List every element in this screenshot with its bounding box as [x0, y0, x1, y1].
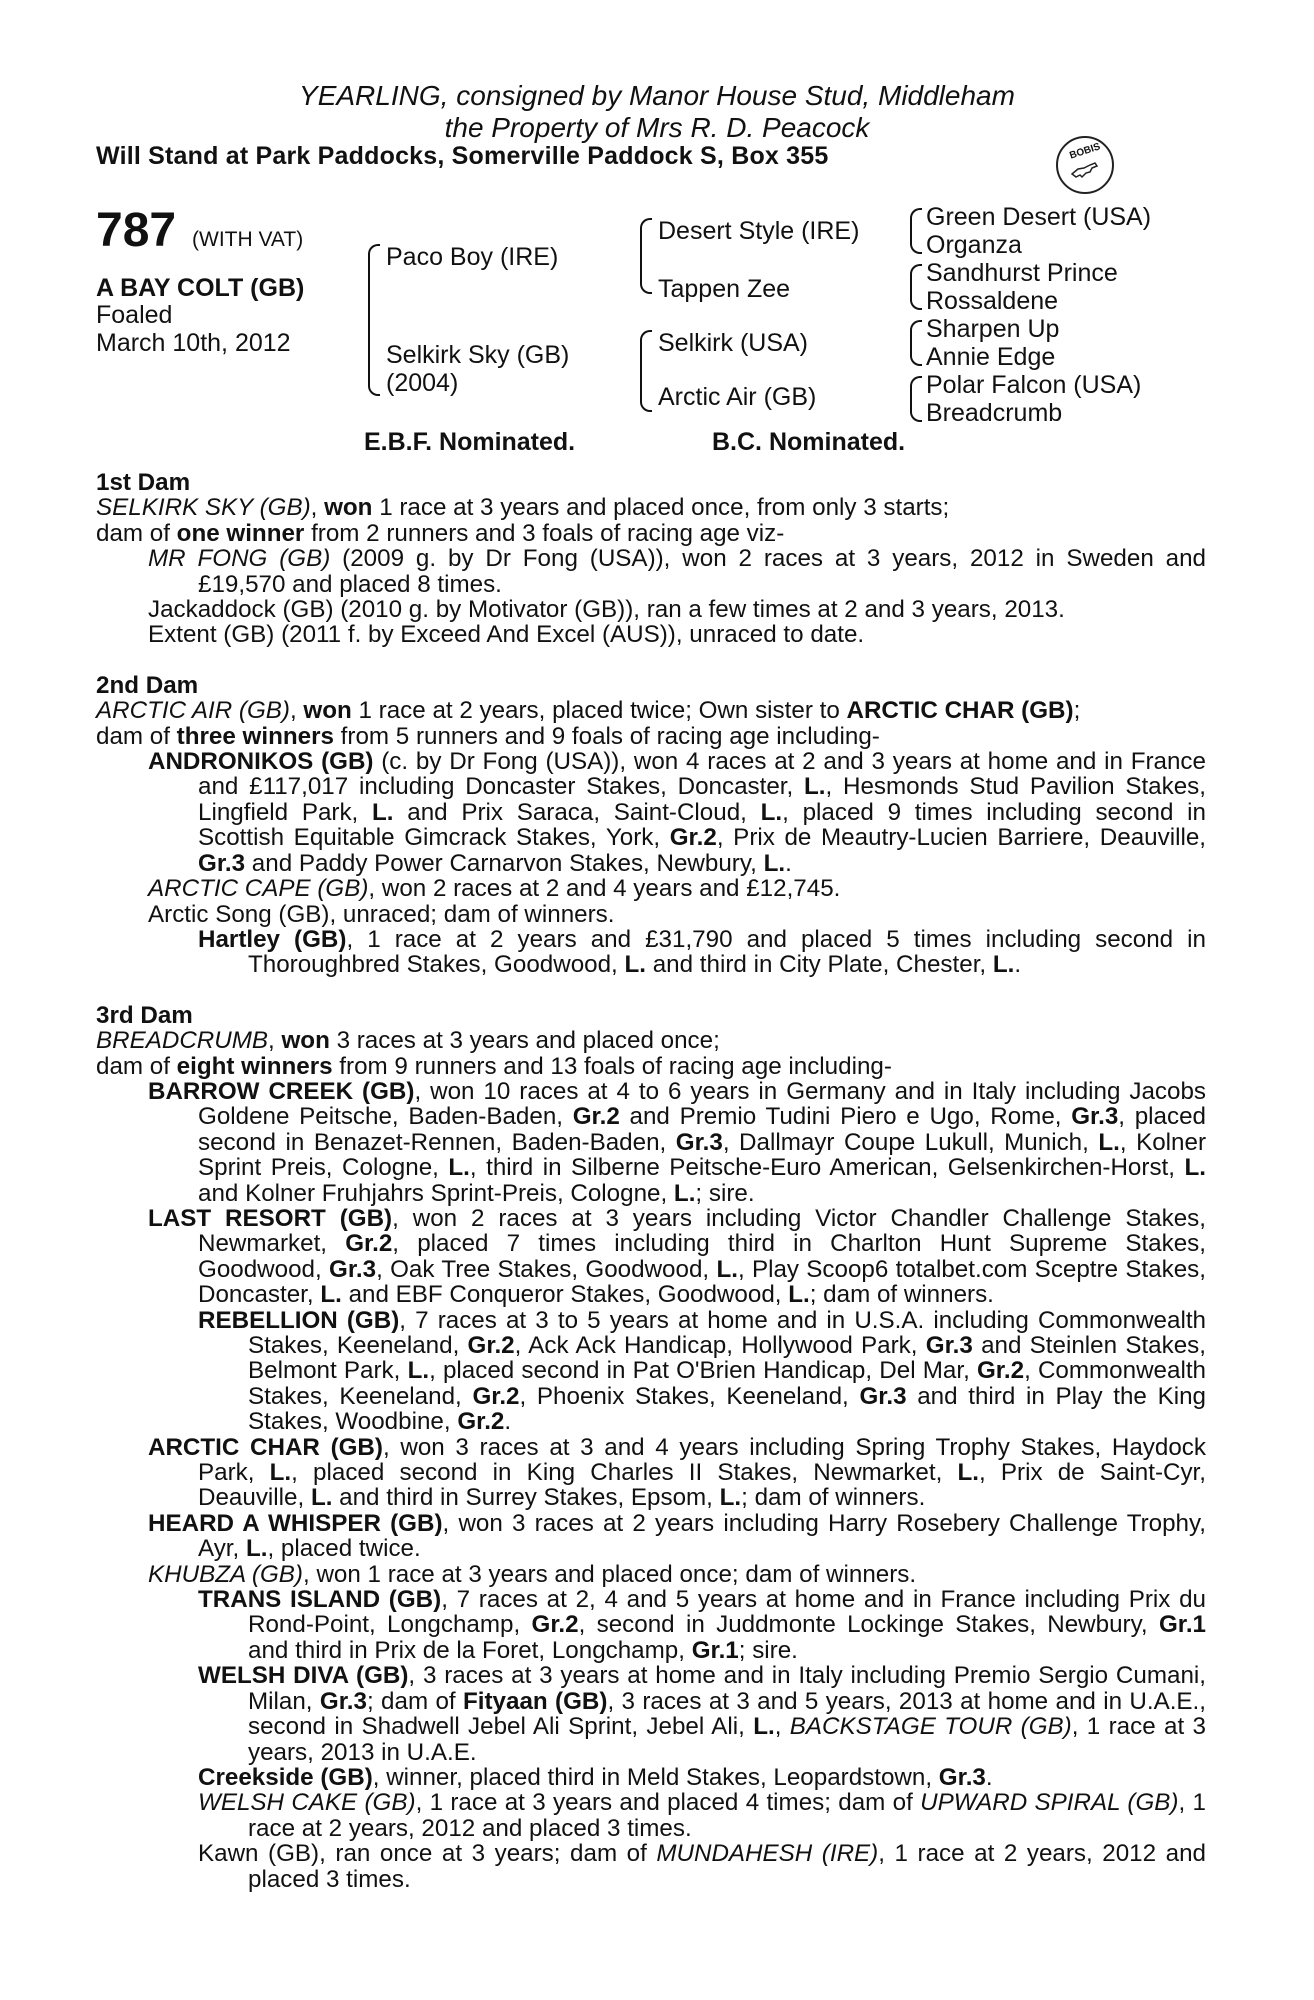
- third-dam-record: BREADCRUMB, won 3 races at 3 years and placed once;: [96, 1027, 720, 1055]
- foaled-date: March 10th, 2012: [96, 329, 291, 357]
- foaled-label: Foaled: [96, 301, 173, 329]
- ebf-nominated: E.B.F. Nominated.: [364, 428, 576, 456]
- pedigree-sire-dam: Tappen Zee: [658, 275, 791, 303]
- offspring-arctic-song: Arctic Song (GB), unraced; dam of winners.: [148, 900, 615, 928]
- vat-note: (WITH VAT): [192, 228, 304, 251]
- first-dam-title: 1st Dam: [96, 469, 191, 496]
- pedigree-ssd: Organza: [926, 231, 1022, 259]
- pedigree-dam-sire: Selkirk (USA): [658, 329, 809, 357]
- first-dam-produce-summary: dam of one winner from 2 runners and 3 foals of racing age viz-: [96, 519, 785, 547]
- dam-records: [96, 470, 1206, 1892]
- grand-offspring-trans-island: TRANS ISLAND (GB), 7 races at 2, 4 and 5 years at home and in France including Prix du Rond-Point, Longchamp, Gr.2, second in Juddmonte Lockinge Stakes, Newbury, Gr.1 and third in Prix de la Foret, Longchamp, Gr.1; sire.: [198, 1586, 1207, 1664]
- offspring-jackaddock: Jackaddock (GB) (2010 g. by Motivator (GB)), ran a few times at 2 and 3 years, 2013.: [148, 596, 1065, 624]
- pedigree-dss: Sharpen Up: [926, 315, 1060, 343]
- second-dam-produce-summary: dam of three winners from 5 runners and 9 foals of racing age including-: [96, 722, 880, 750]
- offspring-andronikos: ANDRONIKOS (GB) (c. by Dr Fong (USA)), won 4 races at 2 and 3 years at home and in France and £117,017 including Doncaster Stakes, Doncaster, L., Hesmonds Stud Pavilion Stakes, Lingfield Park, L. and Prix Saraca, Saint-Cloud, L., placed 9 times including second in Scottish Equitable Gimcrack Stakes, York, Gr.2, Prix de Meautry-Lucien Barriere, Deauville, Gr.3 and Paddy Power Carnarvon Stakes, Newbury, L..: [148, 748, 1207, 877]
- lot-number: 787: [96, 204, 177, 257]
- pedigree-brace-ds: [910, 320, 922, 366]
- pedigree-sire-sire: Desert Style (IRE): [658, 217, 860, 245]
- offspring-barrow-creek: BARROW CREEK (GB), won 10 races at 4 to 6 years in Germany and in Italy including Jacobs Goldene Peitsche, Baden-Baden, Gr.2 and Premio Tudini Piero e Ugo, Rome, Gr.3, placed second in Benazet-Rennen, Baden-Baden, Gr.3, Dallmayr Coupe Lukull, Munich, L., Kolner Sprint Preis, Cologne, L., third in Silberne Peitsche-Euro American, Gelsenkirchen-Horst, L. and Kolner Fruhjahrs Sprint-Preis, Cologne, L.; sire.: [148, 1077, 1207, 1207]
- pedigree-dam: Selkirk Sky (GB): [386, 341, 570, 369]
- offspring-heard-a-whisper: HEARD A WHISPER (GB), won 3 races at 2 years including Harry Rosebery Challenge Trophy, Ayr, L., placed twice.: [148, 1509, 1207, 1563]
- pedigree-brace-sire-line: [640, 218, 652, 294]
- grand-offspring-welsh-cake: WELSH CAKE (GB), 1 race at 3 years and placed 4 times; dam of UPWARD SPIRAL (GB), 1 race at 2 years, 2012 and placed 3 times.: [198, 1789, 1206, 1842]
- grand-offspring-welsh-diva: WELSH DIVA (GB), 3 races at 3 years at home and in Italy including Premio Sergio Cumani, Milan, Gr.3; dam of Fityaan (GB), 3 races at 3 and 5 years, 2013 at home and in U.A.E., second in Shadwell Jebel Ali Sprint, Jebel Ali, L., BACKSTAGE TOUR (GB), 1 race at 3 years, 2013 in U.A.E.: [198, 1662, 1206, 1766]
- pedigree-sire: Paco Boy (IRE): [386, 243, 559, 271]
- bc-nominated: B.C. Nominated.: [712, 428, 906, 456]
- offspring-extent: Extent (GB) (2011 f. by Exceed And Excel (AUS)), unraced to date.: [148, 621, 865, 649]
- pedigree-dds: Polar Falcon (USA): [926, 371, 1142, 399]
- grand-offspring-rebellion: REBELLION (GB), 7 races at 3 to 5 years at home and in U.S.A. including Commonwealth Stakes, Keeneland, Gr.2, Ack Ack Handicap, Hollywood Park, Gr.3 and Steinlen Stakes, Belmont Park, L., placed second in Pat O'Brien Handicap, Del Mar, Gr.2, Commonwealth Stakes, Keeneland, Gr.2, Phoenix Stakes, Keeneland, Gr.3 and third in Play the King Stakes, Woodbine, Gr.2.: [198, 1306, 1207, 1436]
- pedigree-dam-year: (2004): [386, 369, 459, 397]
- first-dam-record: SELKIRK SKY (GB), won 1 race at 3 years and placed once, from only 3 starts;: [96, 494, 950, 522]
- offspring-last-resort: LAST RESORT (GB), won 2 races at 3 years including Victor Chandler Challenge Stakes, Newmarket, Gr.2, placed 7 times including third in Charlton Hunt Supreme Stakes, Goodwood, Gr.3, Oak Tree Stakes, Goodwood, L., Play Scoop6 totalbet.com Sceptre Stakes, Doncaster, L. and EBF Conqueror Stakes, Goodwood, L.; dam of winners.: [148, 1204, 1206, 1309]
- pedigree-brace-ss: [910, 208, 922, 254]
- offspring-arctic-char: ARCTIC CHAR (GB), won 3 races at 3 and 4 years including Spring Trophy Stakes, Haydock Park, L., placed second in King Charles II Stakes, Newmarket, L., Prix de Saint-Cyr, Deauville, L. and third in Surrey Stakes, Epsom, L.; dam of winners.: [148, 1433, 1206, 1512]
- second-dam-title: 2nd Dam: [96, 671, 199, 699]
- pedigree-ddd: Breadcrumb: [926, 399, 1063, 427]
- header-stand-location: Will Stand at Park Paddocks, Somerville Paddock S, Box 355: [96, 142, 829, 170]
- horse-icon: [1070, 160, 1100, 180]
- pedigree-dsd: Annie Edge: [926, 343, 1056, 371]
- grand-offspring-kawn: Kawn (GB), ran once at 3 years; dam of MUNDAHESH (IRE), 1 race at 2 years, 2012 and placed 3 times.: [198, 1840, 1206, 1893]
- pedigree-brace-dam-line: [640, 330, 652, 412]
- pedigree-sdd: Rossaldene: [926, 287, 1059, 315]
- lot-name: A BAY COLT (GB): [96, 274, 305, 302]
- offspring-arctic-cape: ARCTIC CAPE (GB), won 2 races at 2 and 4 years and £12,745.: [148, 875, 841, 903]
- pedigree-sds: Sandhurst Prince: [926, 259, 1118, 287]
- offspring-khubza: KHUBZA (GB), won 1 race at 3 years and placed once; dam of winners.: [148, 1560, 917, 1588]
- pedigree-brace-sd: [910, 264, 922, 310]
- pedigree-sss: Green Desert (USA): [926, 203, 1152, 231]
- grand-offspring-hartley: Hartley (GB), 1 race at 2 years and £31,790 and placed 5 times including second in Thoroughbred Stakes, Goodwood, L. and third in City Plate, Chester, L..: [198, 925, 1207, 979]
- offspring-mr-fong: MR FONG (GB) (2009 g. by Dr Fong (USA)), won 2 races at 3 years, 2012 in Sweden and £19,570 and placed 8 times.: [148, 545, 1206, 598]
- bobis-logo-icon: BOBIS: [1056, 136, 1114, 194]
- third-dam-produce-summary: dam of eight winners from 9 runners and 13 foals of racing age including-: [96, 1052, 892, 1080]
- pedigree-brace-sire-dam: [368, 244, 380, 396]
- pedigree-dam-dam: Arctic Air (GB): [658, 383, 817, 411]
- third-dam-title: 3rd Dam: [96, 1001, 193, 1029]
- second-dam-record: ARCTIC AIR (GB), won 1 race at 2 years, placed twice; Own sister to ARCTIC CHAR (GB);: [96, 697, 1081, 725]
- grand-offspring-creekside: Creekside (GB), winner, placed third in Meld Stakes, Leopardstown, Gr.3.: [198, 1763, 993, 1791]
- pedigree-brace-dd: [910, 376, 922, 422]
- header-consignor: YEARLING, consigned by Manor House Stud, Middleham: [299, 80, 1015, 111]
- header-property: the Property of Mrs R. D. Peacock: [444, 112, 870, 143]
